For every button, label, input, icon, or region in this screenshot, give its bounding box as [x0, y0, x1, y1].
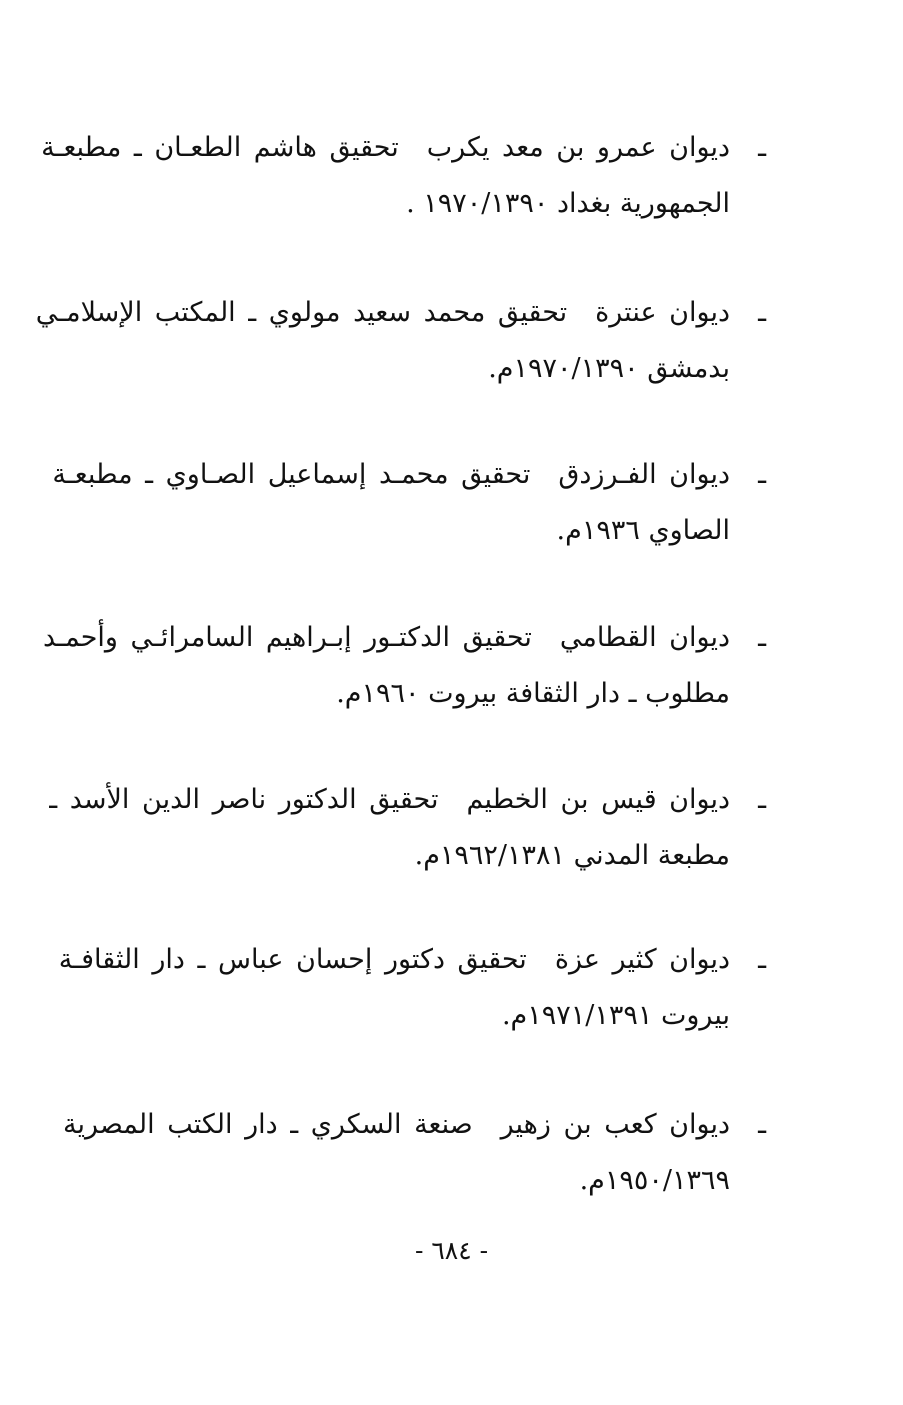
- entry-line-2: مطلوب ـ دار الثقافة بيروت ١٩٦٠م.: [336, 678, 730, 709]
- bibliography-entry: [35, 285, 766, 397]
- entry-dash: ـ: [758, 784, 766, 815]
- entry-line-2: الصاوي ١٩٣٦م.: [556, 515, 730, 546]
- entry-title: ديوان كثير عزة: [554, 944, 730, 975]
- bibliography-entry: [49, 772, 766, 884]
- entry-line-1: [49, 772, 766, 828]
- entry-line-1: [62, 1097, 766, 1153]
- entry-details: تحقيق محمد سعيد مولوي ـ المكتب الإسلامـي: [35, 297, 568, 328]
- bibliography-entry: [52, 447, 766, 559]
- entry-line-2: بيروت ١٩٧١/١٣٩١م.: [501, 1000, 730, 1031]
- entry-dash: ـ: [758, 132, 766, 163]
- bibliography-entry: [43, 610, 766, 722]
- entry-line-1: [52, 447, 766, 503]
- entry-line-2: الجمهورية بغداد ١٩٧٠/١٣٩٠ .: [406, 188, 730, 219]
- entry-line-2: ١٩٥٠/١٣٦٩م.: [579, 1165, 730, 1196]
- entry-dash: ـ: [758, 459, 766, 490]
- entry-line-2: مطبعة المدني ١٩٦٢/١٣٨١م.: [414, 840, 730, 871]
- entry-details: صنعة السكري ـ دار الكتب المصرية: [62, 1109, 473, 1140]
- entry-details: تحقيق دكتور إحسان عباس ـ دار الثقافـة: [58, 944, 527, 975]
- bibliography-entry: [58, 932, 766, 1044]
- bibliography-entry: [41, 120, 766, 232]
- entry-dash: ـ: [758, 622, 766, 653]
- entry-dash: ـ: [758, 1109, 766, 1140]
- entry-details: تحقيق الدكتـور إبـراهيم السامرائـي وأحمـد: [43, 622, 532, 653]
- entry-title: ديوان عنترة: [595, 297, 730, 328]
- entry-details: تحقيق محمـد إسماعيل الصـاوي ـ مطبعـة: [52, 459, 531, 490]
- bibliography-entry: [62, 1097, 766, 1209]
- entry-line-1: [41, 120, 766, 176]
- entry-dash: ـ: [758, 297, 766, 328]
- entry-line-2: بدمشق ١٩٧٠/١٣٩٠م.: [488, 353, 730, 384]
- entry-title: ديوان كعب بن زهير: [500, 1109, 730, 1140]
- entry-line-1: [35, 285, 766, 341]
- entry-title: ديوان قيس بن الخطيم: [466, 784, 730, 815]
- entry-details: تحقيق الدكتور ناصر الدين الأسد ـ: [49, 784, 439, 815]
- entry-title: ديوان عمرو بن معد يكرب: [426, 132, 730, 163]
- entry-line-1: [43, 610, 766, 666]
- page-number: - ٦٨٤ -: [414, 1236, 489, 1265]
- entry-title: ديوان الفـرزدق: [558, 459, 730, 490]
- entry-dash: ـ: [758, 944, 766, 975]
- entry-line-1: [58, 932, 766, 988]
- entry-details: تحقيق هاشم الطعـان ـ مطبعـة: [41, 132, 399, 163]
- entry-title: ديوان القطامي: [559, 622, 730, 653]
